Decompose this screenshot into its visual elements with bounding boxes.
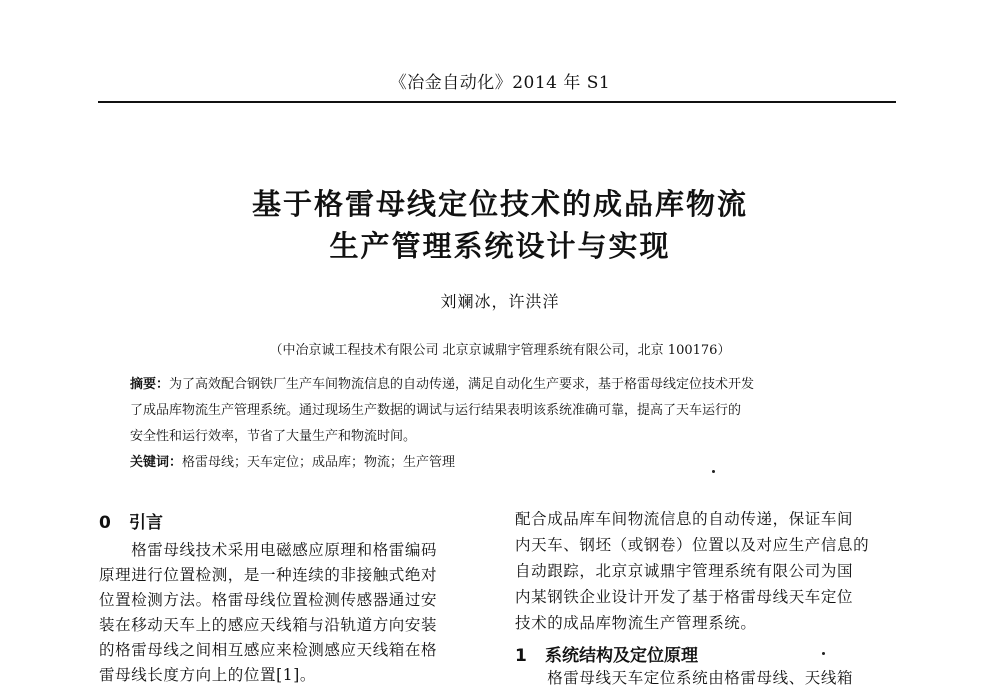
intro-line-5: 的格雷母线之间相互感应来检测感应天线箱在格 [99,641,438,659]
scan-speck [712,470,715,473]
journal-header: 《冶金自动化》2014 年 S1 [389,73,611,93]
right-line-2: 内天车、钢坯（或钢卷）位置以及对应生产信息的 [515,536,870,554]
keywords-label: 关键词： [130,455,183,470]
authors: 刘斓冰，许洪洋 [440,292,560,311]
abstract-text-1: 为了高效配合钢铁厂生产车间物流信息的自动传递，满足自动化生产要求，基于格雷母线定位技术开发 [169,377,755,392]
section-1-title: 系统结构及定位原理 [545,646,698,666]
right-line-5: 技术的成品库物流生产管理系统。 [515,614,757,632]
right-line-6: 格雷母线天车定位系统由格雷母线、天线箱 [515,669,854,687]
scan-speck [822,652,825,655]
keywords-text: 格雷母线；天车定位；成品库；物流；生产管理 [182,455,456,470]
affiliation: （中冶京诚工程技术有限公司 北京京诚鼎宇管理系统有限公司，北京 100176） [269,343,731,358]
paper-title-line-2: 生产管理系统设计与实现 [329,229,671,263]
abstract-line-2: 了成品库物流生产管理系统。通过现场生产数据的调试与运行结果表明该系统准确可靠，提高了天车运行的 [130,403,742,418]
abstract-label: 摘要： [130,377,170,392]
right-line-3: 自动跟踪，北京京诚鼎宇管理系统有限公司为国 [515,562,854,580]
intro-line-3: 位置检测方法。格雷母线位置检测传感器通过安 [99,591,438,609]
abstract-line-3: 安全性和运行效率，节省了大量生产和物流时间。 [130,429,417,444]
keywords-line [130,454,880,472]
abstract-line-1 [130,376,880,394]
paper-title-line-1: 基于格雷母线定位技术的成品库物流 [251,187,748,221]
intro-line-1: 格雷母线技术采用电磁感应原理和格雷编码 [99,541,438,559]
header-rule [98,101,896,103]
section-0-title: 引言 [129,513,163,533]
section-1-heading [515,641,698,666]
intro-line-2: 原理进行位置检测，是一种连续的非接触式绝对 [99,566,438,584]
right-line-1: 配合成品库车间物流信息的自动传递，保证车间 [515,510,854,528]
section-0-number: 0 [99,513,111,533]
section-1-number: 1 [515,646,527,666]
right-line-4: 内某钢铁企业设计开发了基于格雷母线天车定位 [515,588,854,606]
section-0-heading [99,508,163,533]
intro-line-4: 装在移动天车上的感应天线箱与沿轨道方向安装 [99,616,438,634]
intro-line-6: 雷母线长度方向上的位置[1]。 [99,666,316,684]
